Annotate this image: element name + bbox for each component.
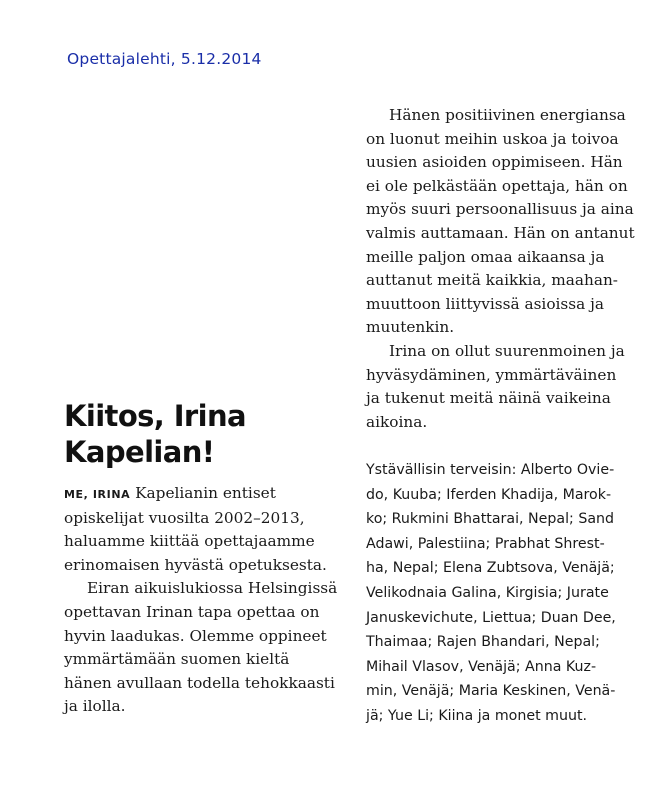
- text-line: muutenkin.: [366, 318, 455, 337]
- text-line: opettavan Irinan tapa opettaa on: [64, 602, 320, 621]
- text-line: erinomaisen hyvästä opetuksesta.: [64, 555, 327, 574]
- text-line: uusien asioiden oppimiseen. Hän: [366, 153, 623, 172]
- article-column-left: [64, 482, 348, 719]
- text-line: Velikodnaia Galina, Kirgisia; Jurate: [366, 584, 609, 601]
- article-headline: [64, 398, 364, 470]
- text-line: ja ilolla.: [64, 697, 126, 716]
- byline: ME, IRINA: [64, 488, 131, 501]
- text-line: ymmärtämään suomen kieltä: [64, 650, 290, 669]
- greeting-signatures: [366, 458, 648, 729]
- text-line: Thaimaa; Rajen Bhandari, Nepal;: [366, 634, 600, 651]
- text-line: hyväsydäminen, ymmärtäväinen: [366, 365, 617, 384]
- text-line: Irina on ollut suurenmoinen ja: [389, 341, 625, 360]
- text-line: Januskevichute, Liettua; Duan Dee,: [366, 609, 616, 626]
- text-line: Ystävällisin terveisin: Alberto Ovie-: [366, 462, 615, 478]
- text-line: meille paljon omaa aikaansa ja: [366, 247, 605, 266]
- text-line: Kapelianin entiset: [135, 484, 276, 502]
- text-line: haluamme kiittää opettajaamme: [64, 532, 315, 551]
- headline-line: Kapelian!: [64, 435, 215, 469]
- text-line: Eiran aikuislukiossa Helsingissä: [87, 579, 338, 598]
- text-line: Adawi, Palestiina; Prabhat Shrest-: [366, 535, 605, 552]
- paragraph-thanks: [64, 482, 348, 577]
- text-line: ei ole pelkästään opettaja, hän on: [366, 176, 628, 195]
- text-line: aikoina.: [366, 412, 428, 431]
- source-citation: Opettajalehti, 5.12.2014: [67, 50, 262, 68]
- text-line: hyvin laadukas. Olemme oppineet: [64, 626, 327, 645]
- text-line: opiskelijat vuosilta 2002–2013,: [64, 508, 305, 527]
- text-line: muuttoon liittyvissä asioissa ja: [366, 294, 604, 313]
- text-line: ko; Rukmini Bhattarai, Nepal; Sand: [366, 511, 615, 528]
- text-line: hänen avullaan todella tehokkaasti: [64, 673, 335, 692]
- text-line: ja tukenut meitä näinä vaikeina: [366, 389, 611, 408]
- text-line: on luonut meihin uskoa ja toivoa: [366, 129, 619, 148]
- article-column-right: [366, 104, 646, 434]
- text-line: Mihail Vlasov, Venäjä; Anna Kuz-: [366, 658, 597, 675]
- text-line: auttanut meitä kaikkia, maahan-: [366, 271, 618, 290]
- text-line: myös suuri persoonallisuus ja aina: [366, 200, 634, 219]
- text-line: Hänen positiivinen energiansa: [389, 106, 626, 124]
- paragraph-irina-supportive: [366, 340, 646, 434]
- text-line: ha, Nepal; Elena Zubtsova, Venäjä;: [366, 560, 615, 577]
- text-line: valmis auttamaan. Hän on antanut: [366, 223, 635, 242]
- paragraph-teaching-quality: [64, 577, 348, 719]
- paragraph-positive-energy: [366, 104, 646, 340]
- headline-line: Kiitos, Irina: [64, 399, 246, 433]
- text-line: min, Venäjä; Maria Keskinen, Venä-: [366, 683, 616, 700]
- text-line: do, Kuuba; Iferden Khadija, Marok-: [366, 486, 612, 503]
- text-line: jä; Yue Li; Kiina ja monet muut.: [366, 707, 588, 724]
